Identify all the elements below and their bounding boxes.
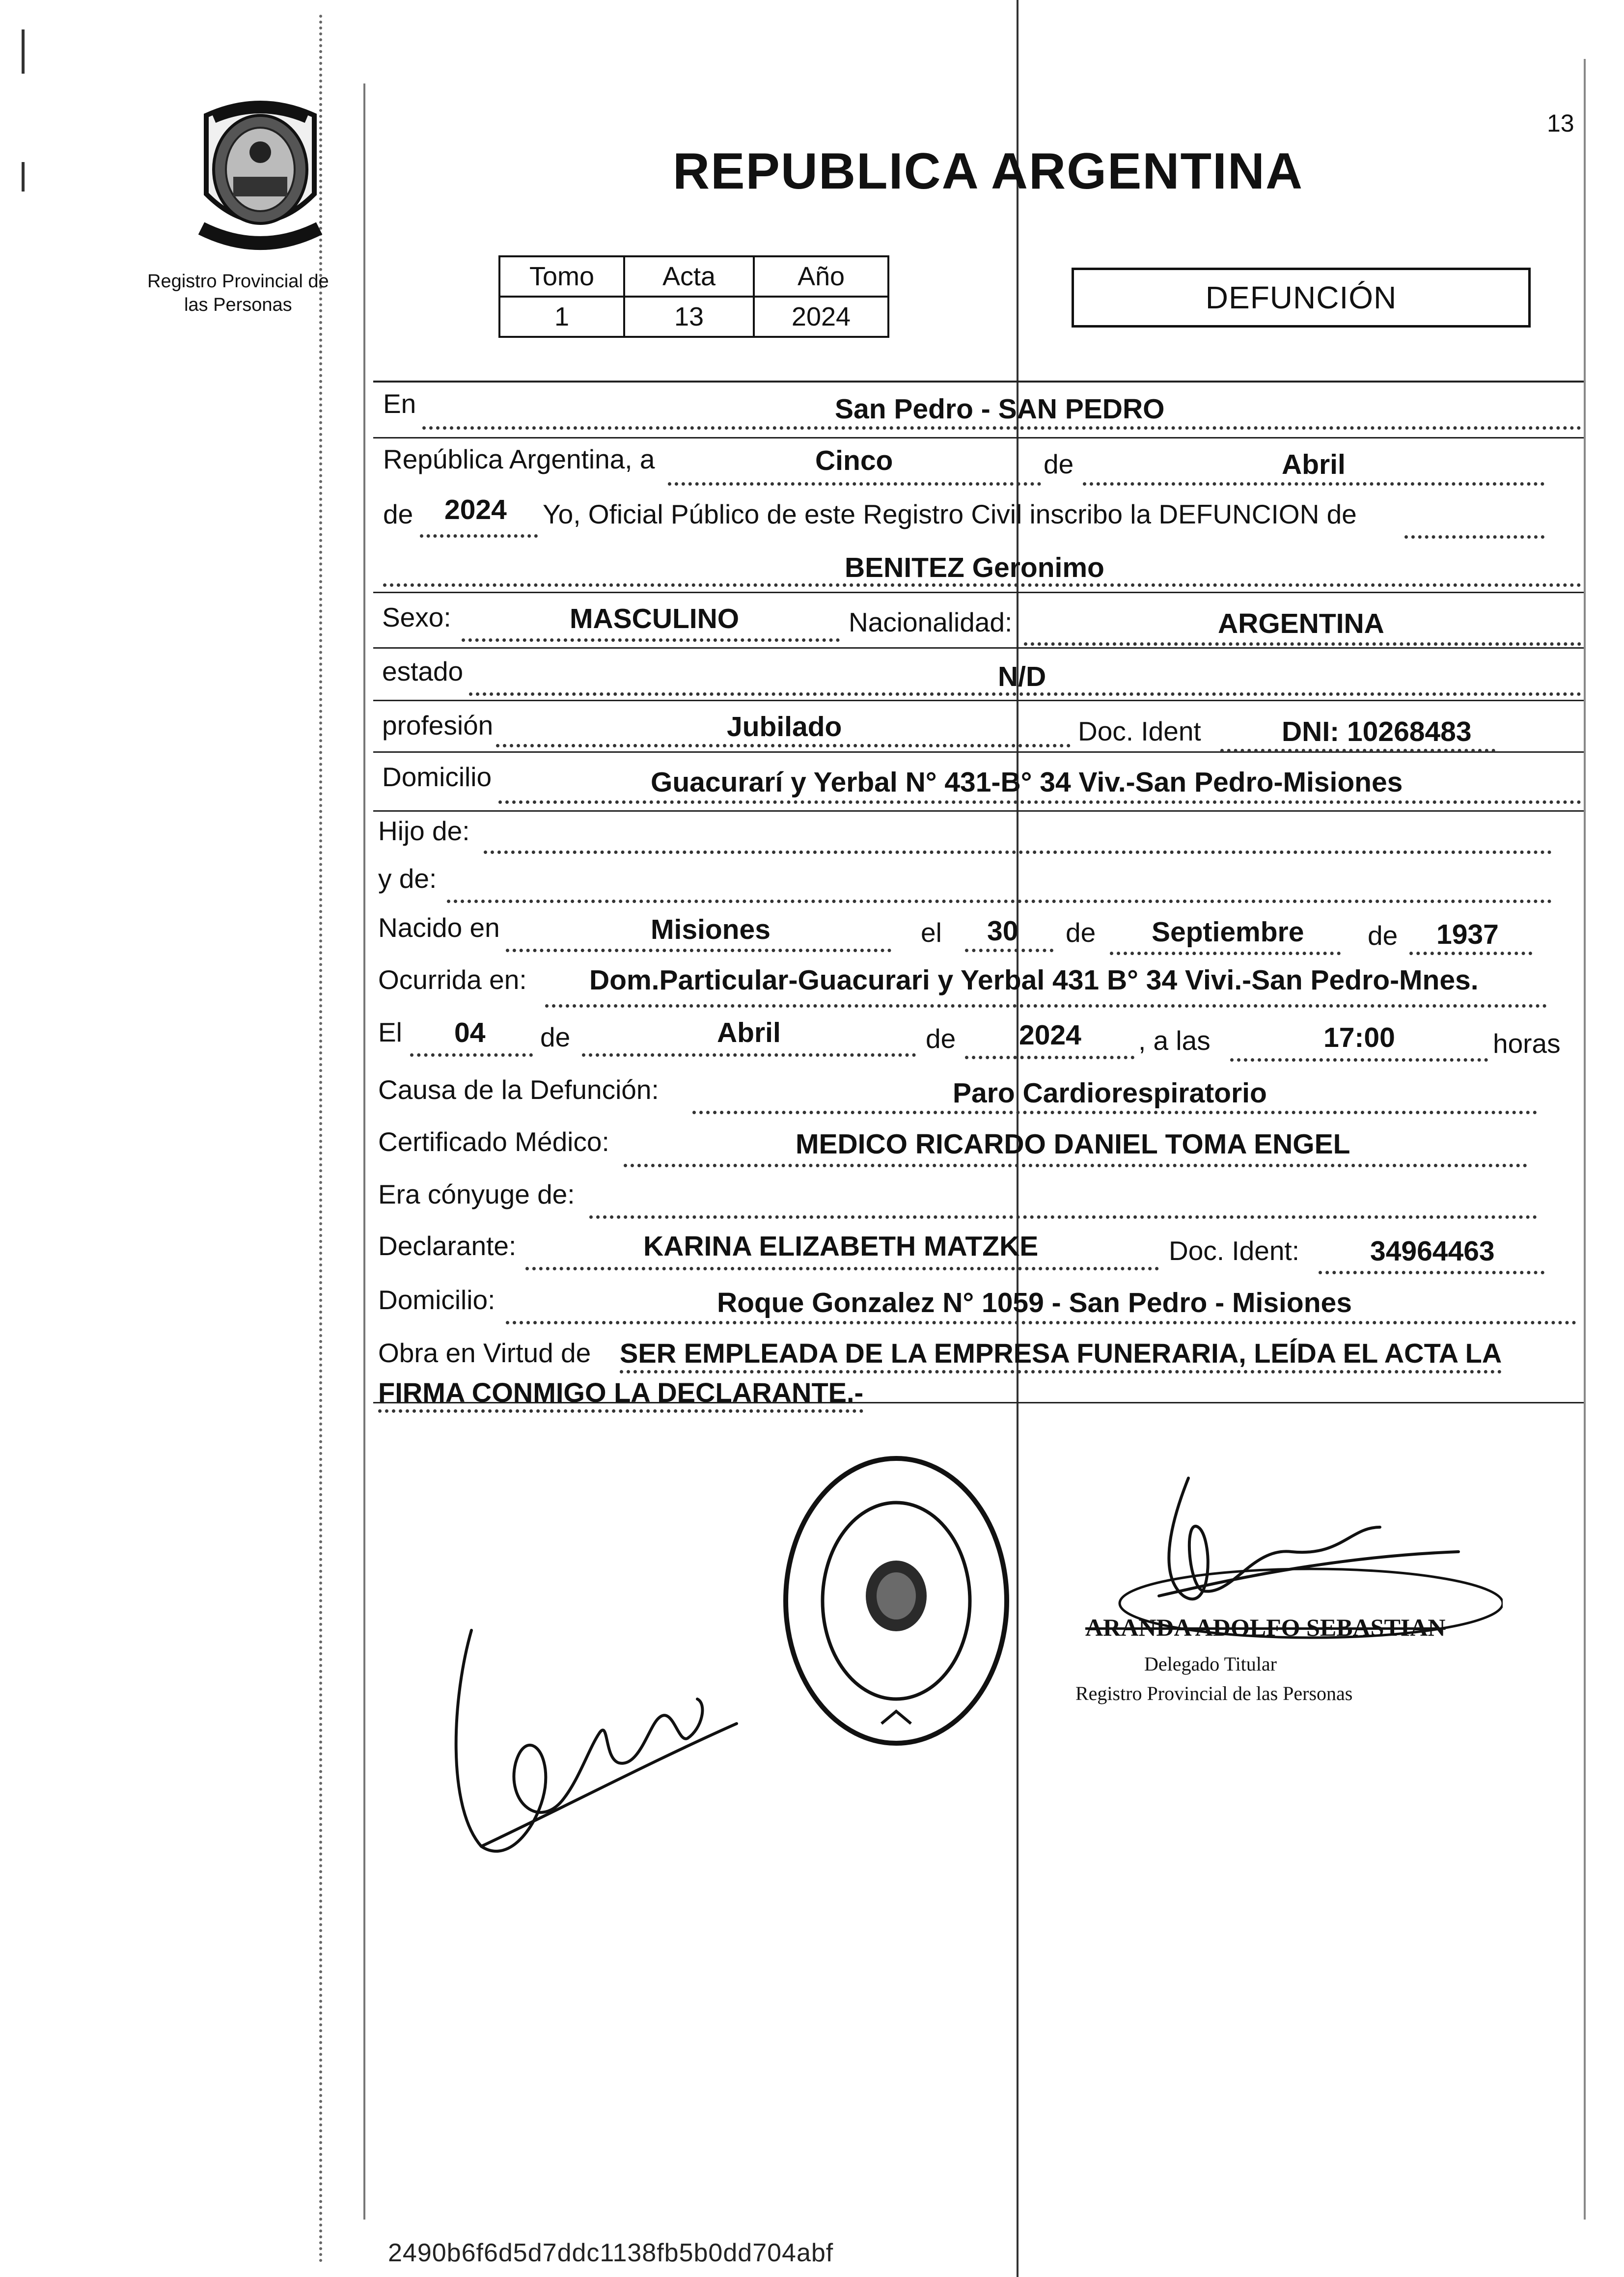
label-de-5: de bbox=[926, 1023, 956, 1054]
left-margin-line bbox=[363, 83, 365, 2220]
registry-seal bbox=[776, 1449, 1017, 1753]
label-causa: Causa de la Defunción: bbox=[378, 1074, 659, 1105]
doc-value: DNI: 10268483 bbox=[1282, 716, 1472, 747]
ocurrida-value: Dom.Particular-Guacurari y Yerbal 431 B° 34 Vivi.-San Pedro-Mnes. bbox=[589, 964, 1479, 996]
place-value: San Pedro - SAN PEDRO bbox=[835, 393, 1165, 425]
causa-value: Paro Cardiorespiratorio bbox=[953, 1077, 1267, 1109]
label-doc-ident-2: Doc. Ident: bbox=[1169, 1235, 1299, 1266]
binder-mark bbox=[22, 29, 25, 74]
ref-header: Acta bbox=[624, 256, 754, 297]
official-office: Registro Provincial de las Personas bbox=[1075, 1682, 1353, 1704]
label-y-de: y de: bbox=[378, 863, 437, 894]
official-name: ARANDA ADOLFO SEBASTIAN bbox=[1085, 1614, 1446, 1641]
domicilio-value: Guacurarí y Yerbal N° 431-B° 34 Viv.-San Pedro-Misiones bbox=[651, 767, 1403, 798]
label-doc-ident: Doc. Ident bbox=[1078, 716, 1201, 746]
sexo-value: MASCULINO bbox=[570, 603, 740, 634]
label-nacionalidad: Nacionalidad: bbox=[849, 607, 1013, 637]
profesion-value: Jubilado bbox=[727, 711, 842, 742]
label-domicilio: Domicilio bbox=[382, 762, 492, 792]
document-type-box bbox=[1072, 268, 1531, 328]
label-profesion: profesión bbox=[382, 710, 494, 741]
label-en: En bbox=[383, 388, 416, 419]
obra-line-1: SER EMPLEADA DE LA EMPRESA FUNERARIA, LEÍDA EL ACTA LA bbox=[620, 1340, 1502, 1373]
nacido-lugar-value: Misiones bbox=[651, 914, 771, 945]
day-text-value: Cinco bbox=[815, 445, 893, 476]
label-de: de bbox=[1044, 449, 1074, 479]
label-de-2: de bbox=[1066, 917, 1096, 948]
label-domicilio-2: Domicilio: bbox=[378, 1285, 495, 1315]
registry-caption-line: las Personas bbox=[184, 294, 292, 315]
ref-header: Año bbox=[754, 256, 888, 297]
ref-value: 2024 bbox=[754, 297, 888, 337]
month-text-value: Abril bbox=[1282, 449, 1346, 480]
oficial-text: Yo, Oficial Público de este Registro Civil inscribo la DEFUNCION de bbox=[543, 499, 1357, 529]
official-role: Delegado Titular bbox=[1144, 1653, 1277, 1675]
ref-value: 1 bbox=[499, 297, 624, 337]
reference-table bbox=[498, 255, 889, 338]
province-emblem bbox=[187, 96, 334, 258]
declarante-domicilio-value: Roque Gonzalez N° 1059 - San Pedro - Misiones bbox=[717, 1287, 1352, 1318]
right-margin-line bbox=[1584, 59, 1586, 2220]
document-hash: 2490b6f6d5d7ddc1138fb5b0dd704abf bbox=[388, 2239, 834, 2267]
label-sexo: Sexo: bbox=[382, 602, 451, 632]
hora-value: 17:00 bbox=[1323, 1022, 1395, 1053]
label-obra: Obra en Virtud de bbox=[378, 1338, 591, 1368]
declarant-signature bbox=[442, 1601, 746, 1876]
nacido-dia-value: 30 bbox=[987, 915, 1018, 947]
year-value: 2024 bbox=[444, 494, 507, 525]
document-type: DEFUNCIÓN bbox=[1205, 280, 1397, 315]
registry-caption-line: Registro Provincial de bbox=[147, 271, 329, 292]
registry-caption bbox=[147, 270, 329, 317]
label-certificado: Certificado Médico: bbox=[378, 1126, 609, 1157]
label-horas: horas bbox=[1493, 1028, 1561, 1059]
ref-value: 13 bbox=[624, 297, 754, 337]
label-hijo-de: Hijo de: bbox=[378, 816, 470, 846]
declarante-doc-value: 34964463 bbox=[1370, 1235, 1495, 1267]
label-declarante: Declarante: bbox=[378, 1231, 517, 1261]
label-a-las: , a las bbox=[1138, 1025, 1211, 1056]
label-de-4: de bbox=[540, 1022, 571, 1052]
label-el: el bbox=[921, 917, 942, 948]
perforation-line bbox=[319, 15, 325, 2264]
label-el-2: El bbox=[378, 1017, 402, 1047]
fecha-dia-value: 04 bbox=[454, 1017, 486, 1048]
page-title: REPUBLICA ARGENTINA bbox=[673, 143, 1304, 200]
page-number: 13 bbox=[1547, 110, 1574, 137]
estado-value: N/D bbox=[998, 661, 1046, 692]
deceased-name: BENITEZ Geronimo bbox=[845, 552, 1104, 583]
official-signature bbox=[1036, 1468, 1503, 1674]
ref-header: Tomo bbox=[499, 256, 624, 297]
fecha-anio-value: 2024 bbox=[1019, 1019, 1081, 1051]
certificado-value: MEDICO RICARDO DANIEL TOMA ENGEL bbox=[796, 1128, 1350, 1160]
nacido-mes-value: Septiembre bbox=[1152, 916, 1304, 948]
fecha-mes-value: Abril bbox=[717, 1017, 781, 1048]
binder-mark bbox=[22, 162, 25, 192]
obra-line-2: FIRMA CONMIGO LA DECLARANTE.- bbox=[378, 1379, 863, 1413]
label-nacido-en: Nacido en bbox=[378, 912, 500, 943]
label-conyuge: Era cónyuge de: bbox=[378, 1179, 575, 1209]
label-ocurrida-en: Ocurrida en: bbox=[378, 964, 527, 995]
label-year-prefix: de bbox=[383, 499, 413, 529]
label-republica: República Argentina, a bbox=[383, 444, 655, 474]
nacido-anio-value: 1937 bbox=[1436, 919, 1499, 950]
label-estado: estado bbox=[382, 656, 464, 686]
label-de-3: de bbox=[1368, 920, 1398, 951]
nacionalidad-value: ARGENTINA bbox=[1218, 608, 1384, 639]
declarante-value: KARINA ELIZABETH MATZKE bbox=[643, 1231, 1039, 1262]
